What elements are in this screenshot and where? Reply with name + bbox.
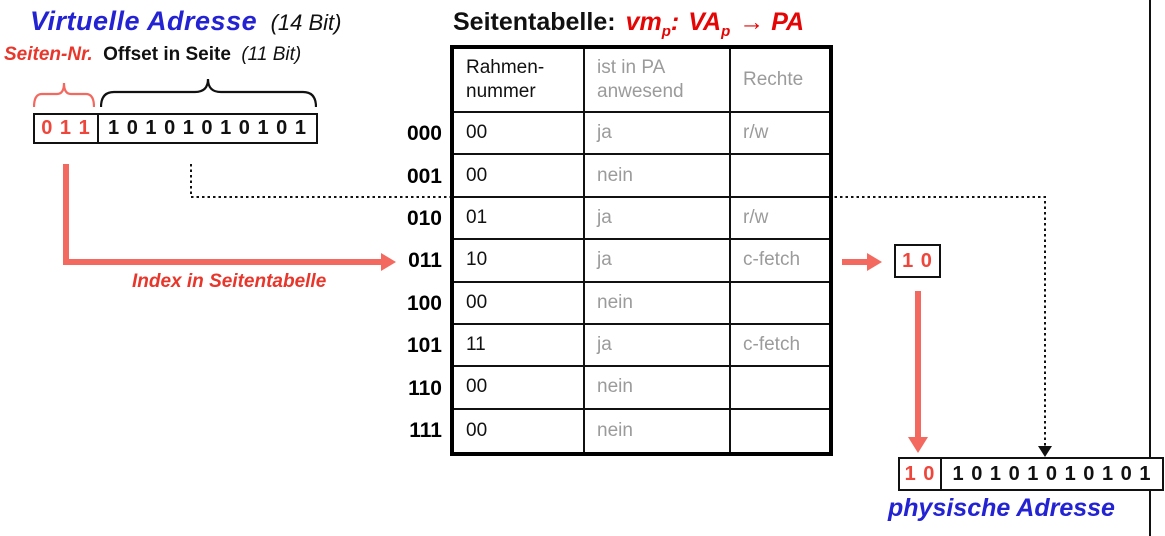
header-line: anwesend xyxy=(597,81,684,102)
row-index: 000 xyxy=(406,122,442,146)
frame-number-bits: 1 0 xyxy=(902,249,933,272)
virtual-address-bit-box xyxy=(33,113,318,144)
cell-present: nein xyxy=(585,410,731,452)
cell-frame: 10 xyxy=(454,240,585,282)
cell-present: ja xyxy=(585,240,731,282)
page-number-label: Seiten-Nr. xyxy=(4,44,93,65)
row-index: 111 xyxy=(409,418,442,442)
cell-frame: 11 xyxy=(454,325,585,367)
row-index: 011 xyxy=(408,249,442,273)
cell-present: nein xyxy=(585,367,731,409)
cell-rights xyxy=(731,367,829,409)
row-index: 100 xyxy=(406,291,442,315)
virtual-page-bits: 0 1 1 xyxy=(35,115,99,142)
physical-address-bit-box xyxy=(898,457,1164,491)
formula-va: VA xyxy=(688,8,722,36)
cell-frame: 00 xyxy=(454,410,585,452)
cell-rights: c-fetch xyxy=(731,240,829,282)
header-line: nummer xyxy=(466,81,536,102)
header-line: Rechte xyxy=(743,69,804,91)
row-index: 010 xyxy=(406,206,442,230)
cell-present: nein xyxy=(585,155,731,197)
formula-va-sub: p xyxy=(721,23,731,40)
cell-rights: c-fetch xyxy=(731,325,829,367)
header-line: ist in PA xyxy=(597,57,666,79)
cell-frame: 00 xyxy=(454,367,585,409)
cell-rights: r/w xyxy=(731,113,829,155)
row-index: 101 xyxy=(406,334,442,358)
cell-present: nein xyxy=(585,283,731,325)
formula-vm-sub: p xyxy=(661,23,671,40)
offset-bit-count: (11 Bit) xyxy=(241,44,302,65)
cell-frame: 00 xyxy=(454,113,585,155)
physical-address-label: physische Adresse xyxy=(888,494,1115,522)
page-table-title-text: Seitentabelle: xyxy=(453,8,616,36)
page-table xyxy=(450,45,833,456)
cell-frame: 00 xyxy=(454,155,585,197)
virtual-address-bit-count: (14 Bit) xyxy=(270,10,342,35)
cell-rights xyxy=(731,155,829,197)
cell-rights xyxy=(731,410,829,452)
index-in-page-table-label: Index in Seitentabelle xyxy=(132,271,327,292)
row-index: 001 xyxy=(406,164,442,188)
column-header-frame-number xyxy=(454,49,585,113)
physical-frame-bits: 1 0 xyxy=(900,459,942,489)
formula-colon: : xyxy=(670,8,680,36)
formula-vm: vm xyxy=(625,8,662,36)
virtual-offset-bits: 1 0 1 0 1 0 1 0 1 0 1 xyxy=(108,117,307,139)
row-index: 110 xyxy=(408,376,442,400)
cell-present: ja xyxy=(585,198,731,240)
cell-present: ja xyxy=(585,113,731,155)
column-header-present xyxy=(585,49,731,113)
cell-frame: 01 xyxy=(454,198,585,240)
cell-frame: 00 xyxy=(454,283,585,325)
column-header-rights xyxy=(731,49,829,113)
page-table-row-indices xyxy=(378,113,442,452)
header-line: Rahmen- xyxy=(466,57,545,79)
cell-present: ja xyxy=(585,325,731,367)
physical-offset-bits: 1 0 1 0 1 0 1 0 1 0 1 xyxy=(952,462,1152,485)
cell-rights: r/w xyxy=(731,198,829,240)
frame-number-box xyxy=(894,244,941,278)
virtual-address-title-text: Virtuelle Adresse xyxy=(30,6,258,36)
cell-rights xyxy=(731,283,829,325)
offset-label: Offset in Seite xyxy=(103,44,231,65)
formula-arrow-pa: → PA xyxy=(739,8,805,36)
